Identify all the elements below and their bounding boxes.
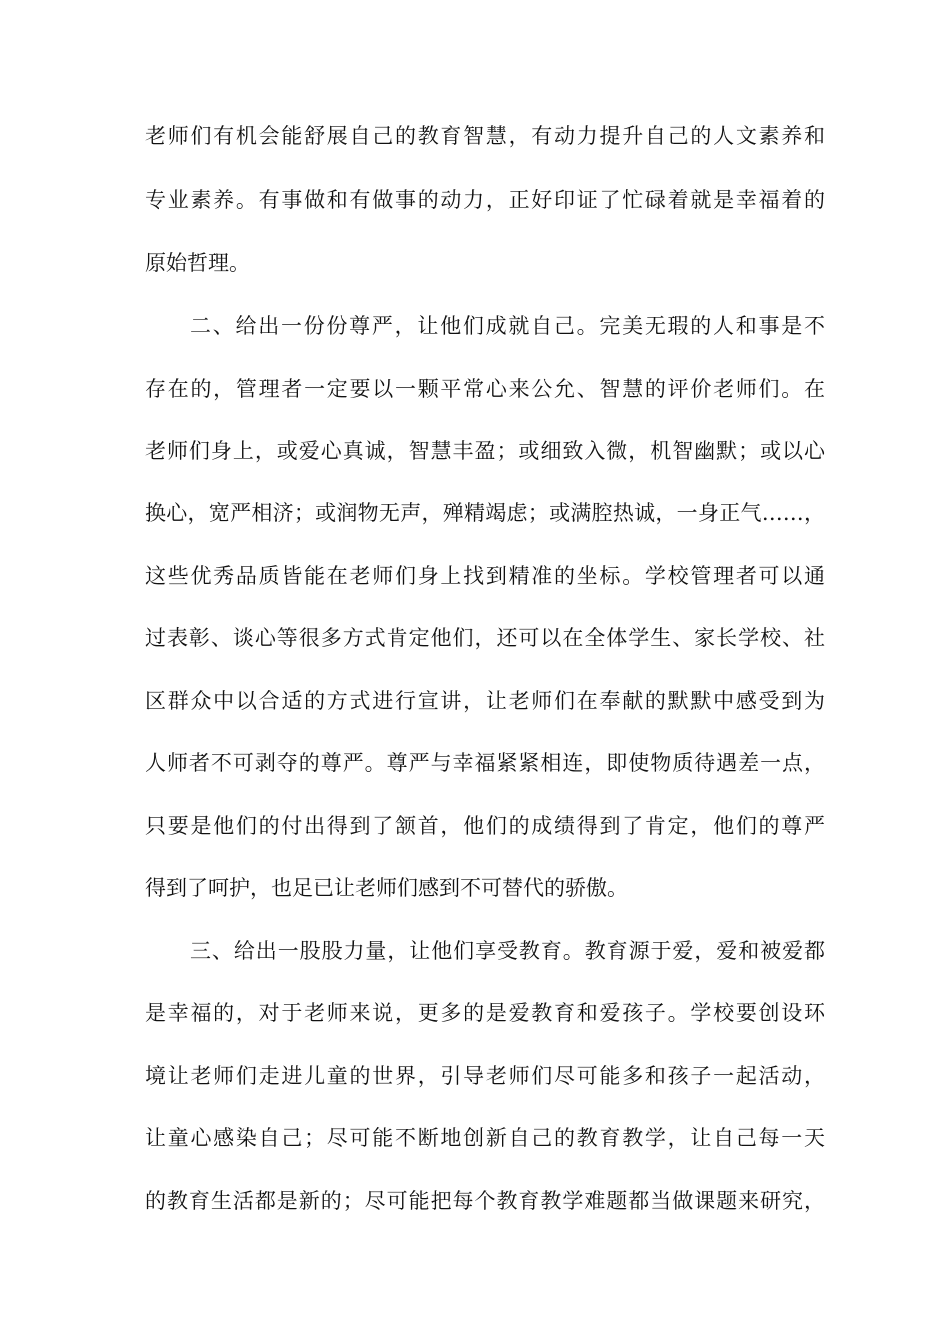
text-line: 境让老师们走进儿童的世界，引导老师们尽可能多和孩子一起活动， xyxy=(145,1064,825,1088)
text-line: 得到了呵护，也足已让老师们感到不可替代的骄傲。 xyxy=(145,876,628,900)
text-line: 区群众中以合适的方式进行宣讲，让老师们在奉献的默默中感受到为 xyxy=(145,689,825,713)
text-line: 老师们身上，或爱心真诚，智慧丰盈；或细致入微，机智幽默；或以心 xyxy=(145,439,825,463)
text-line: 这些优秀品质皆能在老师们身上找到精准的坐标。学校管理者可以通 xyxy=(145,564,825,588)
text-line: 是幸福的，对于老师来说，更多的是爱教育和爱孩子。学校要创设环 xyxy=(145,1001,825,1025)
paragraph-heading-line: 二、给出一份份尊严，让他们成就自己。完美无瑕的人和事是不 xyxy=(190,314,825,338)
text-line: 换心，宽严相济；或润物无声，殚精竭虑；或满腔热诚，一身正气……， xyxy=(145,501,825,525)
text-line: 老师们有机会能舒展自己的教育智慧，有动力提升自己的人文素养和 xyxy=(145,124,825,148)
text-line: 专业素养。有事做和有做事的动力，正好印证了忙碌着就是幸福着的 xyxy=(145,188,825,212)
text-line: 人师者不可剥夺的尊严。尊严与幸福紧紧相连，即使物质待遇差一点， xyxy=(145,751,825,775)
text-line: 只要是他们的付出得到了颔首，他们的成绩得到了肯定，他们的尊严 xyxy=(145,814,825,838)
text-line: 原始哲理。 xyxy=(145,251,250,275)
text-line: 过表彰、谈心等很多方式肯定他们，还可以在全体学生、家长学校、社 xyxy=(145,626,825,650)
paragraph-heading-line: 三、给出一股股力量，让他们享受教育。教育源于爱，爱和被爱都 xyxy=(190,939,825,963)
text-line: 存在的，管理者一定要以一颗平常心来公允、智慧的评价老师们。在 xyxy=(145,377,825,401)
text-line: 的教育生活都是新的；尽可能把每个教育教学难题都当做课题来研究， xyxy=(145,1189,825,1213)
text-line: 让童心感染自己；尽可能不断地创新自己的教育教学，让自己每一天 xyxy=(145,1126,825,1150)
